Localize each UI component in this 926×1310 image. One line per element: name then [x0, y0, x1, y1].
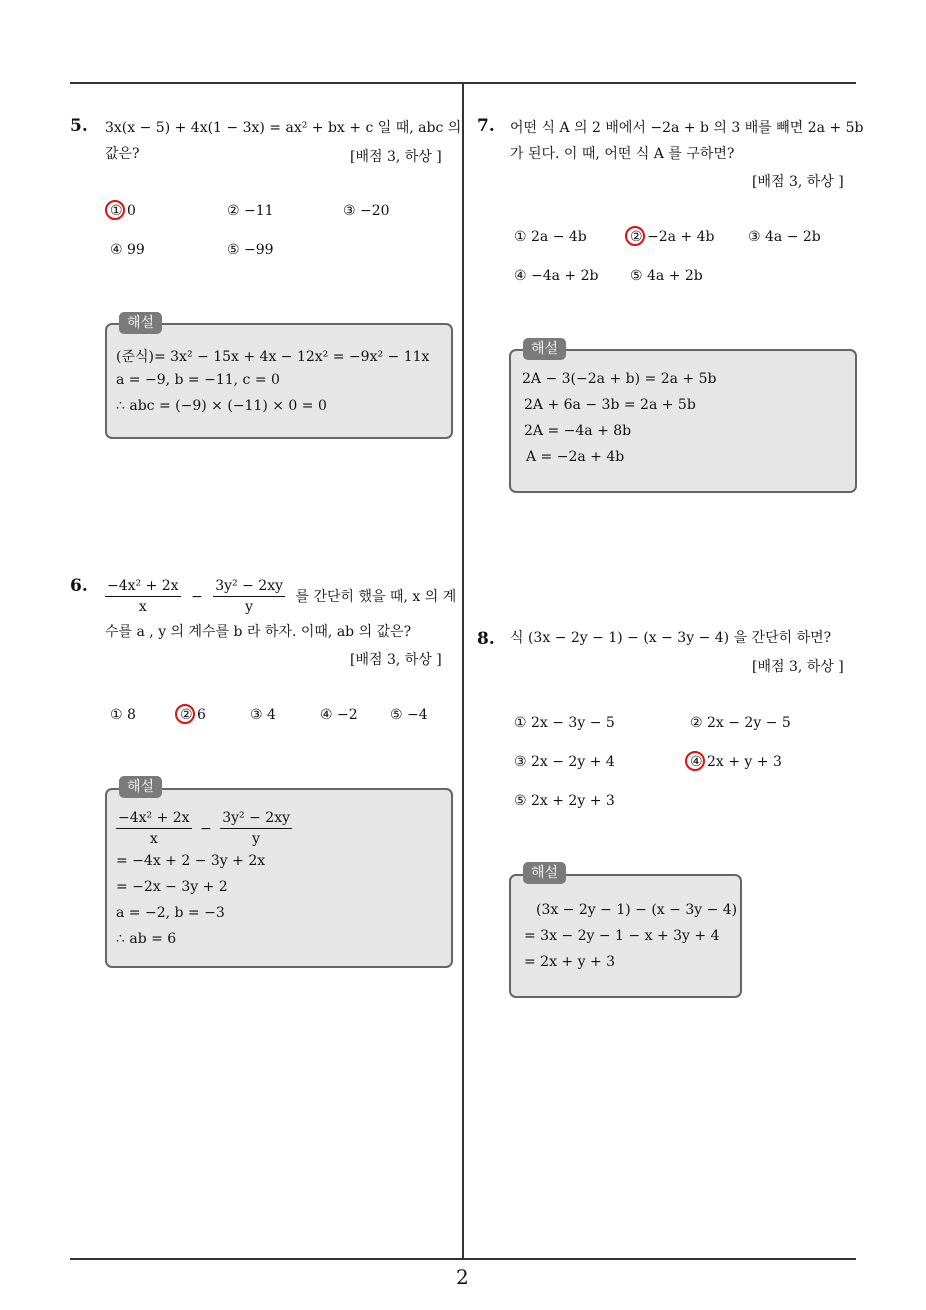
- question-number: 6.: [70, 576, 88, 596]
- choice-5[interactable]: ⑤ −99: [227, 242, 274, 258]
- question-text-line1: [105, 576, 456, 617]
- question-text-line2: 수를 a , y 의 계수를 b 라 하자. 이때, ab 의 값은?: [105, 624, 412, 640]
- choice-2[interactable]: ② −11: [227, 203, 274, 219]
- choice-4[interactable]: ④ −4a + 2b: [514, 268, 599, 284]
- question-text-line2: 값은?: [105, 146, 140, 162]
- choice-3[interactable]: ③ 4: [250, 707, 276, 723]
- fraction-2: $\frac{\text{3y² − 2xy}}{y}$: [222, 810, 291, 847]
- solution-line: = −2x − 3y + 2: [116, 879, 228, 895]
- solution-fraction-line: $\frac{\text{−4x² + 2x}}{x}$ − $\frac{\text{3y² − 2xy}}{y}$: [118, 810, 291, 847]
- choice-2[interactable]: ② 6: [180, 707, 206, 723]
- question-number: 8.: [477, 629, 495, 649]
- choice-4[interactable]: ④ 2x + y + 3: [690, 754, 782, 770]
- solution-line: A = −2a + 4b: [526, 449, 625, 465]
- choice-3[interactable]: ③ −20: [343, 203, 390, 219]
- score-label: [배점 3, 하상 ]: [752, 174, 844, 190]
- choice-3[interactable]: ③ 4a − 2b: [748, 229, 821, 245]
- choice-1[interactable]: ① 2a − 4b: [514, 229, 587, 245]
- choice-5[interactable]: ⑤ 2x + 2y + 3: [514, 793, 615, 809]
- choice-1[interactable]: ① 8: [110, 707, 136, 723]
- question-text-line2: 가 된다. 이 때, 어떤 식 A 를 구하면?: [510, 146, 735, 162]
- answer-mark-circle: [625, 226, 645, 246]
- solution-line: ∴ ab = 6: [116, 931, 177, 947]
- answer-mark-circle: [105, 200, 125, 220]
- solution-line: = −4x + 2 − 3y + 2x: [116, 853, 266, 869]
- question-text-line1: 식 (3x − 2y − 1) − (x − 3y − 4) 을 간단히 하면?: [510, 630, 832, 646]
- solution-tag: 해설: [523, 338, 566, 360]
- question-text-tail: 를 간단히 했을 때, x 의 계: [295, 588, 457, 605]
- answer-mark-circle: [175, 704, 195, 724]
- choice-4[interactable]: ④ −2: [320, 707, 358, 723]
- choice-4[interactable]: ④ 99: [110, 242, 145, 258]
- choice-2[interactable]: ② 2x − 2y − 5: [690, 715, 791, 731]
- solution-tag: 해설: [523, 862, 566, 884]
- choice-1[interactable]: ① 2x − 3y − 5: [514, 715, 615, 731]
- score-label: [배점 3, 하상 ]: [350, 652, 442, 668]
- solution-line: = 3x − 2y − 1 − x + 3y + 4: [524, 928, 720, 944]
- choice-2[interactable]: ② −2a + 4b: [630, 229, 715, 245]
- solution-line: 2A = −4a + 8b: [524, 423, 632, 439]
- question-number: 7.: [477, 116, 495, 136]
- bottom-rule: [70, 1258, 856, 1260]
- solution-line: 2A + 6a − 3b = 2a + 5b: [524, 397, 696, 413]
- choice-5[interactable]: ⑤ −4: [390, 707, 428, 723]
- choice-1[interactable]: ① 0: [110, 203, 136, 219]
- column-divider: [462, 82, 464, 1260]
- answer-mark-circle: [685, 751, 705, 771]
- solution-line: (3x − 2y − 1) − (x − 3y − 4): [536, 902, 738, 918]
- solution-tag: 해설: [119, 312, 162, 334]
- score-label: [배점 3, 하상 ]: [752, 659, 844, 675]
- solution-line: a = −2, b = −3: [116, 905, 225, 921]
- solution-line: ∴ abc = (−9) × (−11) × 0 = 0: [116, 398, 327, 414]
- question-number: 5.: [70, 116, 88, 136]
- minus-sign: −: [191, 588, 203, 605]
- solution-line: 2A − 3(−2a + b) = 2a + 5b: [522, 371, 717, 387]
- fraction-1: $\frac{\text{−4x² + 2x}}{x}$: [107, 578, 179, 615]
- solution-line: a = −9, b = −11, c = 0: [116, 372, 280, 388]
- solution-tag: 해설: [119, 776, 162, 798]
- page-number: 2: [456, 1265, 469, 1289]
- fraction-1: $\frac{\text{−4x² + 2x}}{x}$: [118, 810, 190, 847]
- choice-3[interactable]: ③ 2x − 2y + 4: [514, 754, 615, 770]
- solution-line: (준식)= 3x² − 15x + 4x − 12x² = −9x² − 11x: [116, 349, 430, 365]
- score-label: [배점 3, 하상 ]: [350, 149, 442, 165]
- solution-line: = 2x + y + 3: [524, 954, 616, 970]
- question-text-line1: 3x(x − 5) + 4x(1 − 3x) = ax² + bx + c 일 때, abc 의: [105, 120, 462, 136]
- choice-5[interactable]: ⑤ 4a + 2b: [630, 268, 703, 284]
- question-text-line1: 어떤 식 A 의 2 배에서 −2a + b 의 3 배를 빼면 2a + 5b: [510, 120, 864, 136]
- fraction-2: $\frac{\text{3y² − 2xy}}{y}$: [215, 578, 284, 615]
